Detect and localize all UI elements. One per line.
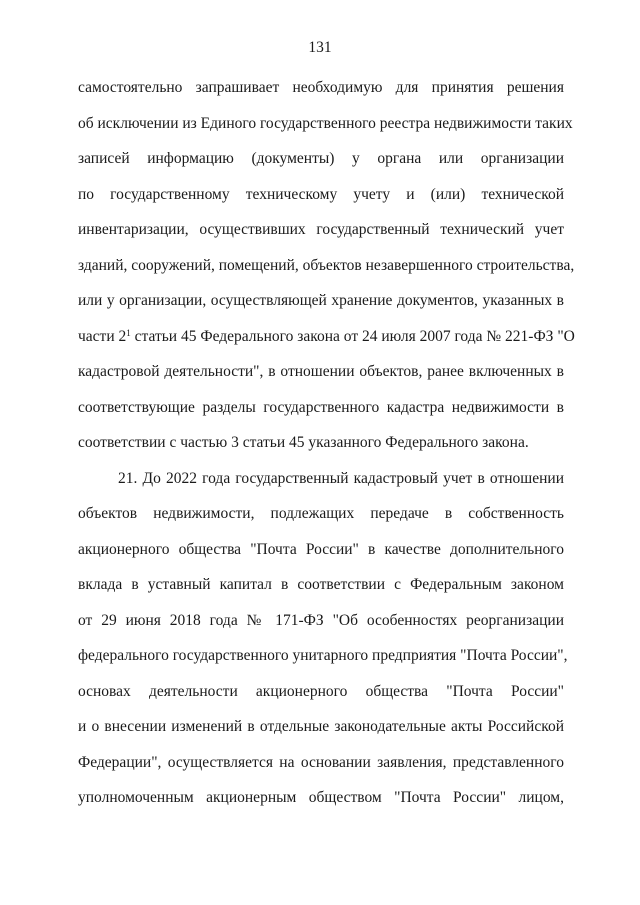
paragraph-2 bbox=[78, 469, 568, 809]
text-line: и о внесении изменений в отдельные законодательные акты Российской bbox=[78, 718, 564, 735]
text-line: объектов недвижимости, подлежащих передаче в собственность bbox=[78, 505, 564, 522]
text-line: соответствии с частью 3 статьи 45 указанного Федерального закона. bbox=[78, 434, 529, 451]
text-line: уполномоченным акционерным обществом "Почта России" лицом, bbox=[78, 789, 564, 806]
text-fragment: статьи 45 Федерального закона от 24 июля 2007 года № 221-ФЗ "О bbox=[130, 327, 575, 345]
text-line: инвентаризации, осуществивших государственный технический учет bbox=[78, 221, 564, 238]
superscript: 1 bbox=[126, 327, 131, 338]
document-body bbox=[78, 78, 575, 824]
text-line: самостоятельно запрашивает необходимую для принятия решения bbox=[78, 79, 564, 96]
page-number: 131 bbox=[308, 39, 332, 56]
text-line: 21. До 2022 года государственный кадастровый учет в отношении bbox=[118, 469, 564, 487]
text-line: соответствующие разделы государственного кадастра недвижимости в bbox=[78, 398, 564, 416]
paragraph-1 bbox=[78, 78, 575, 453]
text-line: федерального государственного унитарного предприятия "Почта России", bbox=[78, 647, 568, 664]
text-line: кадастровой деятельности", в отношении объектов, ранее включенных в bbox=[78, 363, 564, 380]
text-line-with-superscript bbox=[78, 327, 575, 347]
text-line: зданий, сооружений, помещений, объектов незавершенного строительства, bbox=[78, 256, 575, 274]
text-line: по государственному техническому учету и (или) технической bbox=[78, 185, 564, 203]
text-line: вклада в уставный капитал в соответствии с Федеральным законом bbox=[78, 576, 564, 593]
text-line: основах деятельности акционерного общества "Почта России" bbox=[78, 682, 564, 700]
text-line: Федерации", осуществляется на основании заявления, представленного bbox=[78, 753, 564, 771]
text-line: или у организации, осуществляющей хранение документов, указанных в bbox=[78, 292, 564, 309]
text-line: об исключении из Единого государственного реестра недвижимости таких bbox=[78, 114, 573, 132]
text-line: от 29 июня 2018 года № 171-ФЗ "Об особенностях реорганизации bbox=[78, 611, 564, 629]
text-line: записей информацию (документы) у органа или организации bbox=[78, 150, 564, 167]
text-fragment: части 2 bbox=[78, 327, 127, 345]
text-line: акционерного общества "Почта России" в качестве дополнительного bbox=[78, 540, 564, 558]
